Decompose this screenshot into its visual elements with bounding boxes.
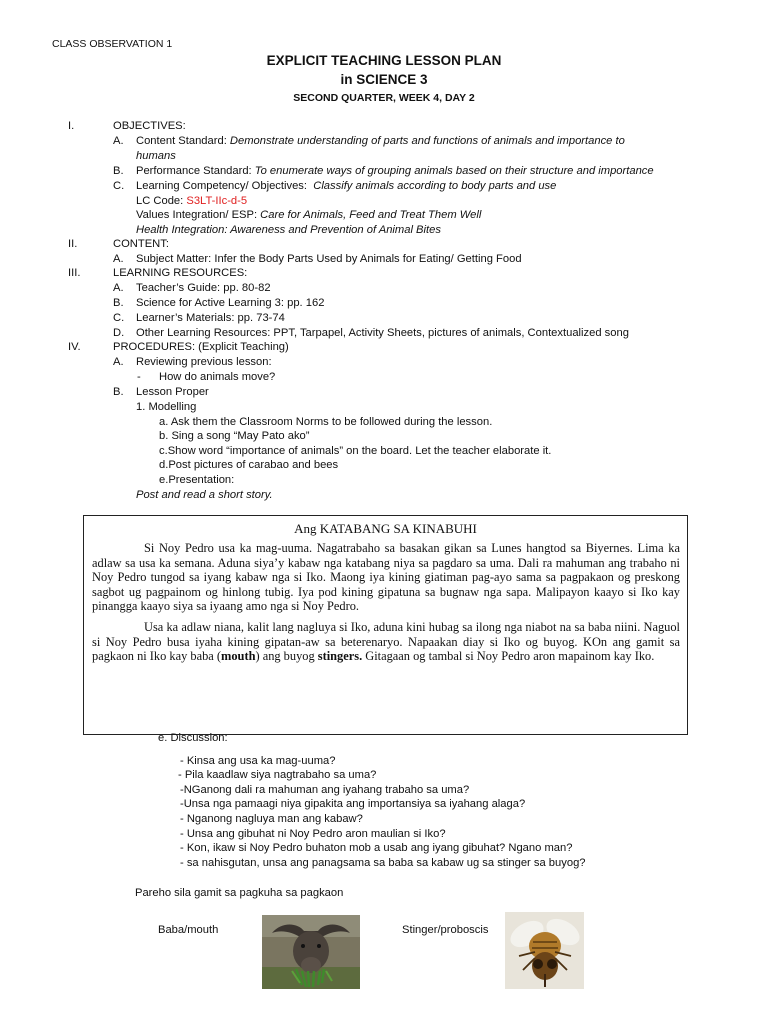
mouth-label: Baba/mouth xyxy=(158,924,219,936)
content-standard: Content Standard: Demonstrate understanding of parts and functions of animals and importance to xyxy=(136,135,625,147)
document-title: EXPLICIT TEACHING LESSON PLAN xyxy=(266,53,502,68)
section-heading: LEARNING RESOURCES: xyxy=(113,267,248,279)
post-read-instruction: Post and read a short story. xyxy=(136,489,273,501)
section-number: I. xyxy=(68,120,75,132)
item-letter: D. xyxy=(113,327,125,339)
resource-item: Learner’s Materials: pp. 73-74 xyxy=(136,312,285,324)
item-letter: A. xyxy=(113,282,124,294)
learning-competency: Learning Competency/ Objectives: Classify animals according to body parts and use xyxy=(136,180,557,192)
section-number: III. xyxy=(68,267,81,279)
procedure-step: c.Show word “importance of animals” on the board. Let the teacher elaborate it. xyxy=(159,445,552,457)
section-heading: CONTENT: xyxy=(113,238,169,250)
procedure-step: a. Ask them the Classroom Norms to be followed during the lesson. xyxy=(159,416,493,428)
carabao-image xyxy=(262,915,360,989)
procedure-step: d.Post pictures of carabao and bees xyxy=(159,459,339,471)
document-quarter: SECOND QUARTER, WEEK 4, DAY 2 xyxy=(293,92,475,104)
item-letter: A. xyxy=(113,253,124,265)
document-subject: in SCIENCE 3 xyxy=(340,72,428,87)
section-heading: PROCEDURES: (Explicit Teaching) xyxy=(113,341,289,353)
bee-image xyxy=(505,912,584,989)
class-observation-label: CLASS OBSERVATION 1 xyxy=(52,38,173,50)
discussion-question: - Kon, ikaw si Noy Pedro buhaton mob a usab ang iyang gibuhat? Ngano man? xyxy=(180,842,573,854)
story-paragraph-2: Usa ka adlaw niana, kalit lang nagluya si Iko, aduna kini hubag sa ilong nga niabot na sa baba niini. Naguol si Noy Pedro busa iyaha kining gipatan-aw sa beterenaryo. Napaakan diay si Iko og buyog. KOn ang gamit sa pagkaon ni Iko kay baba (mouth) ang buyog stingers. Gitagaan og tambal si Noy Pedro aron mapainom kay Iko. xyxy=(92,620,680,664)
subject-matter: Subject Matter: Infer the Body Parts Used by Animals for Eating/ Getting Food xyxy=(136,253,522,265)
discussion-question: -Unsa nga pamaagi niya gipakita ang importansiya sa iyahang alaga? xyxy=(180,798,526,810)
story-title: Ang KATABANG SA KINABUHI xyxy=(294,521,477,536)
values-integration: Values Integration/ ESP: Care for Animals, Feed and Treat Them Well xyxy=(136,209,482,221)
item-letter: C. xyxy=(113,180,125,192)
summary-statement: Pareho sila gamit sa pagkuha sa pagkaon xyxy=(135,887,344,899)
modelling-step: 1. Modelling xyxy=(136,401,197,413)
dash-marker: - xyxy=(137,371,141,383)
lesson-proper: Lesson Proper xyxy=(136,386,209,398)
resource-item: Other Learning Resources: PPT, Tarpapel, Activity Sheets, pictures of animals, Contextualized song xyxy=(136,327,629,339)
procedure-step: b. Sing a song “May Pato ako” xyxy=(159,430,310,442)
item-letter: A. xyxy=(113,356,124,368)
lc-code: LC Code: S3LT-IIc-d-5 xyxy=(136,195,248,207)
item-letter: B. xyxy=(113,386,124,398)
item-letter: B. xyxy=(113,297,124,309)
content-standard-cont: humans xyxy=(136,150,176,162)
health-integration: Health Integration: Awareness and Prevention of Animal Bites xyxy=(136,224,441,236)
section-number: II. xyxy=(68,238,78,250)
review-question: How do animals move? xyxy=(159,371,276,383)
story-box xyxy=(83,515,688,735)
discussion-question: - Unsa ang gibuhat ni Noy Pedro aron maulian si Iko? xyxy=(180,828,446,840)
discussion-question: - Kinsa ang usa ka mag-uuma? xyxy=(180,755,336,767)
discussion-question: -NGanong dali ra mahuman ang iyahang trabaho sa uma? xyxy=(180,784,470,796)
section-number: IV. xyxy=(68,341,81,353)
resource-item: Science for Active Learning 3: pp. 162 xyxy=(136,297,325,309)
stinger-label: Stinger/proboscis xyxy=(402,924,489,936)
procedure-step: e.Presentation: xyxy=(159,474,235,486)
reviewing-lesson: Reviewing previous lesson: xyxy=(136,356,272,368)
discussion-question: - Pila kaadlaw siya nagtrabaho sa uma? xyxy=(178,769,377,781)
discussion-question: - Nganong nagluya man ang kabaw? xyxy=(180,813,363,825)
resource-item: Teacher’s Guide: pp. 80-82 xyxy=(136,282,271,294)
story-paragraph-1: Si Noy Pedro usa ka mag-uuma. Nagatrabaho sa basakan gikan sa Lunes hangtod sa Biyernes. Lima ka adlaw sa usa ka semana. Aduna siya’y kabaw nga katabang niya sa pagdaro sa uma. Dali ra mahuman ang trabaho ni Noy Pedro tungod sa iyang kabaw nga si Iko. Maong iya kining giatiman pag-ayo sama sa pagpakaon og preskong sagbot ug pagpainom og hinlong tubig. Iya pod kining gipatuna sa bugnaw nga sapa. Malipayon kaayo si Iko kay pinangga kaayo siya sa iyaang amo nga si Noy Pedro. xyxy=(92,541,680,614)
item-letter: B. xyxy=(113,165,124,177)
item-letter: A. xyxy=(113,135,124,147)
performance-standard: Performance Standard: To enumerate ways of grouping animals based on their structure and importance xyxy=(136,165,654,177)
item-letter: C. xyxy=(113,312,125,324)
discussion-label: e. Discussion: xyxy=(158,732,228,744)
discussion-question: - sa nahisgutan, unsa ang panagsama sa baba sa kabaw ug sa stinger sa buyog? xyxy=(180,857,586,869)
section-heading: OBJECTIVES: xyxy=(113,120,186,132)
